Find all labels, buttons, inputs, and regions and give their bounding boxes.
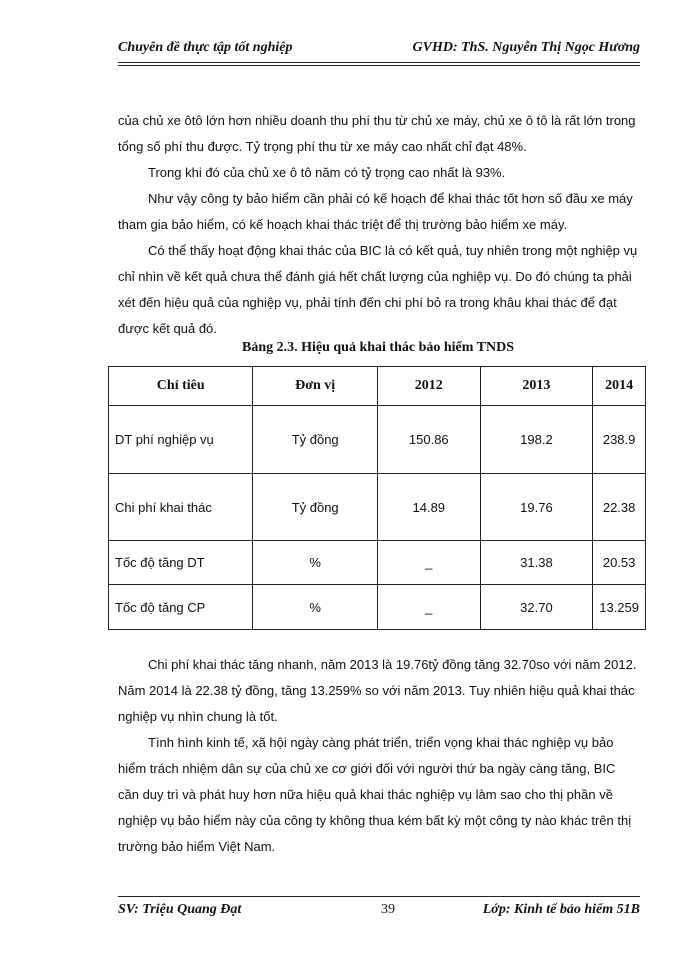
cell-2012: 150.86 — [377, 406, 480, 474]
cell-unit: % — [253, 585, 378, 630]
cell-2014: 22.38 — [593, 474, 646, 541]
header-course-title: Chuyên đề thực tập tốt nghiệp — [118, 40, 293, 55]
page-header — [118, 40, 640, 56]
cell-2012: _ — [377, 541, 480, 585]
cell-2013: 32.70 — [480, 585, 593, 630]
header-2014: 2014 — [593, 367, 646, 406]
header-advisor: GVHD: ThS. Nguyễn Thị Ngọc Hương — [412, 40, 640, 55]
table-row — [109, 406, 646, 474]
cell-unit: Tỷ đồng — [253, 406, 378, 474]
cell-indicator: DT phí nghiệp vụ — [109, 406, 253, 474]
cell-indicator: Tốc độ tăng DT — [109, 541, 253, 585]
efficiency-table — [108, 366, 646, 630]
header-rule-double — [118, 65, 640, 66]
table-row — [109, 541, 646, 585]
page-number: 39 — [381, 902, 395, 917]
table-header-row — [109, 367, 646, 406]
paragraph-5: Chi phí khai thác tăng nhanh, năm 2013 là 19.76tỷ đồng tăng 32.70so với năm 2012. Năm 2014 là 22.38 tỷ đồng, tăng 13.259% so với năm 2013. Tuy nhiên hiệu quả khai thác nghiệp vụ nhìn chung là tốt. — [118, 657, 637, 724]
table-row — [109, 474, 646, 541]
cell-indicator: Chi phí khai thác — [109, 474, 253, 541]
footer-class: Lớp: Kinh tế bảo hiểm 51B — [482, 902, 640, 917]
paragraph-2: Trong khi đó của chủ xe ô tô năm có tỷ trọng cao nhất là 93%. — [148, 165, 506, 180]
header-unit: Đơn vị — [253, 367, 378, 406]
header-2012: 2012 — [377, 367, 480, 406]
footer-student: SV: Triệu Quang Đạt — [118, 902, 242, 917]
cell-2014: 13.259 — [593, 585, 646, 630]
table-caption: Bảng 2.3. Hiệu quả khai thác bảo hiểm TNDS — [241, 340, 515, 355]
cell-2014: 238.9 — [593, 406, 646, 474]
cell-2014: 20.53 — [593, 541, 646, 585]
header-indicator: Chỉ tiêu — [109, 367, 253, 406]
cell-unit: % — [253, 541, 378, 585]
paragraph-1: của chủ xe ôtô lớn hơn nhiều doanh thu phí thu từ chủ xe máy, chủ xe ô tô là rất lớn trong tổng số phí thu được. Tỷ trọng phí thu từ xe máy cao nhất chỉ đạt 48%. — [118, 113, 636, 154]
cell-2013: 198.2 — [480, 406, 593, 474]
header-rule — [118, 62, 640, 63]
footer-rule — [118, 896, 640, 897]
cell-2012: 14.89 — [377, 474, 480, 541]
header-2013: 2013 — [480, 367, 593, 406]
paragraph-3: Như vậy công ty bảo hiểm cần phải có kế hoạch để khai thác tốt hơn số đầu xe máy tham gia bảo hiểm, có kế hoạch khai thác triệt để thị trường bảo hiểm xe máy. — [118, 191, 633, 232]
paragraph-4: Có thể thấy hoạt động khai thác của BIC là có kết quả, tuy nhiên trong một nghiệp vụ chỉ nhìn về kết quả chưa thể đánh giá hết chất lượng của nghiệp vụ. Do đó chúng ta phải xét đến hiệu quả của nghiệp vụ, phải tính đến chi phí bỏ ra trong khâu khai thác để đạt được kết quả đó. — [118, 243, 638, 336]
table-row — [109, 585, 646, 630]
cell-unit: Tỷ đồng — [253, 474, 378, 541]
cell-2012: _ — [377, 585, 480, 630]
cell-2013: 31.38 — [480, 541, 593, 585]
cell-indicator: Tốc độ tăng CP — [109, 585, 253, 630]
cell-2013: 19.76 — [480, 474, 593, 541]
paragraph-6: Tình hình kinh tế, xã hội ngày càng phát triển, triển vọng khai thác nghiệp vụ bảo hiểm trách nhiệm dân sự của chủ xe cơ giới đối với người thứ ba ngày càng tăng, BIC cần duy trì và phát huy hơn nữa hiệu quả khai thác nghiệp vụ làm sao cho thị phần về nghiệp vụ bảo hiểm này của công ty không thua kém bất kỳ một công ty nào khác trên thị trường bảo hiểm Việt Nam. — [118, 735, 632, 854]
